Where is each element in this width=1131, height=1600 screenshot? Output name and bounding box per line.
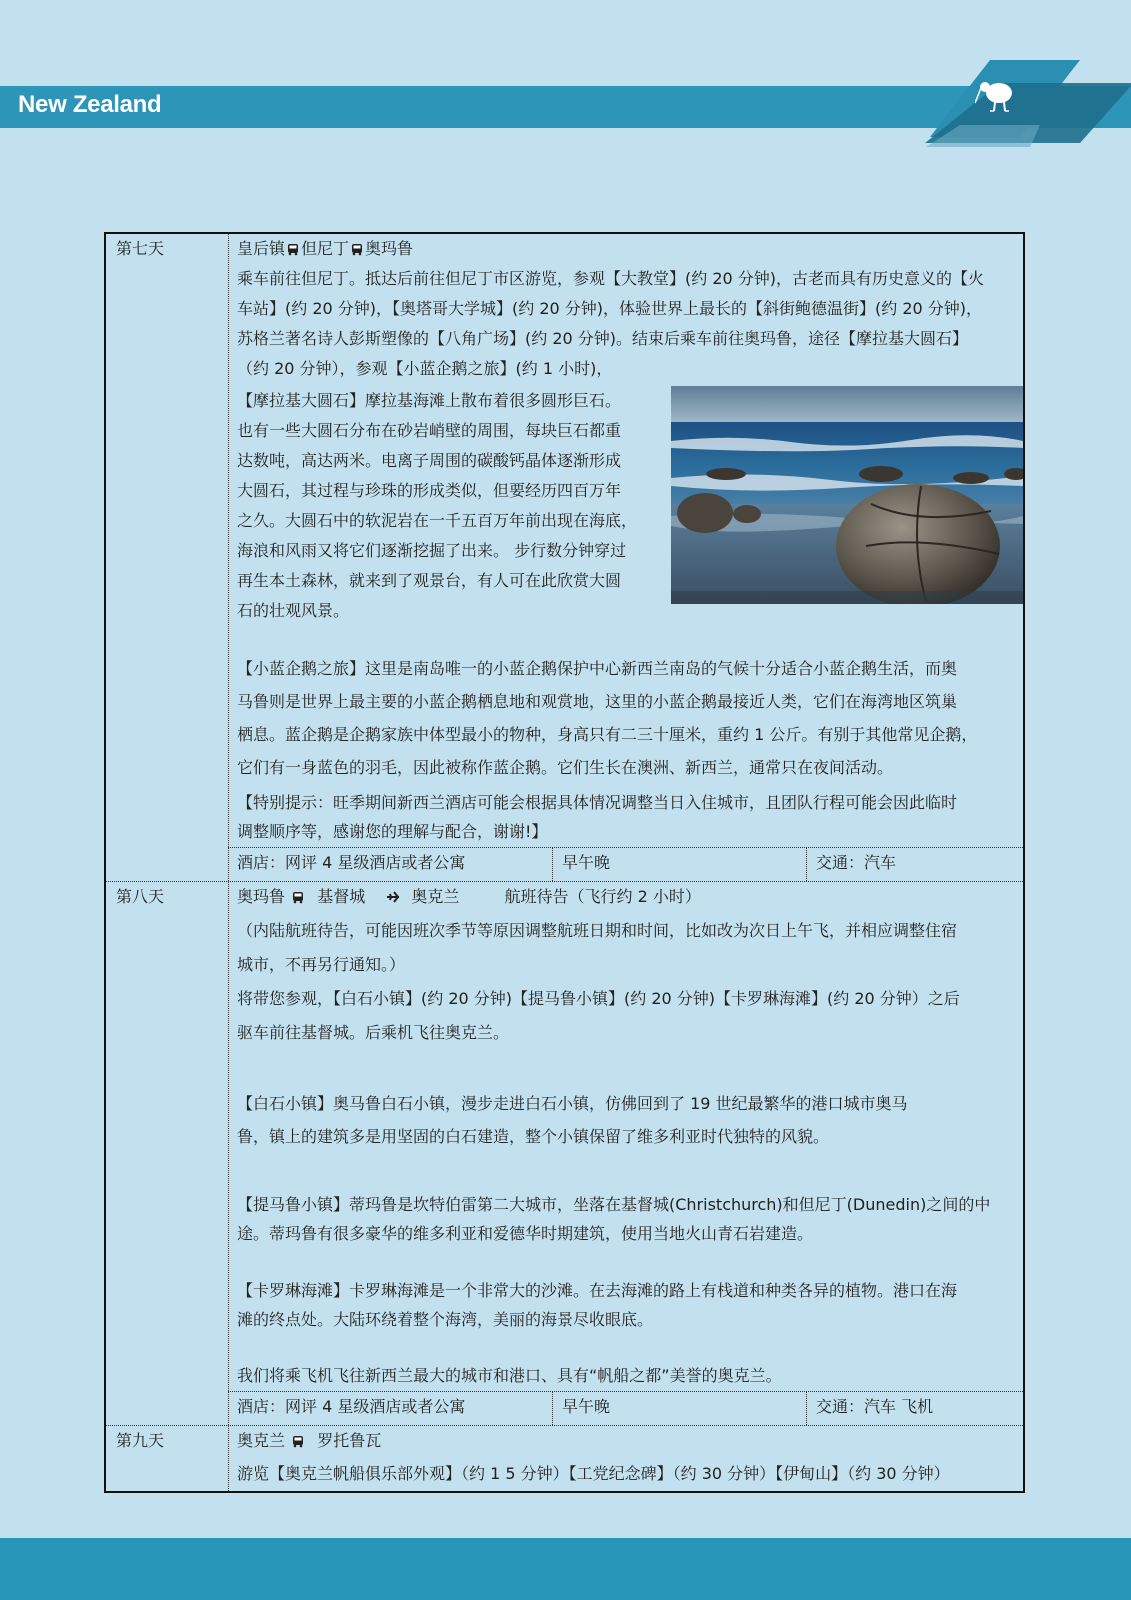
text-line: 达数吨，高达两米。电离子周围的碳酸钙晶体逐渐形成 bbox=[237, 451, 622, 470]
moeraki-boulders-photo bbox=[671, 386, 1023, 604]
text-line: 石的壮观风景。 bbox=[237, 601, 350, 620]
day-9-route bbox=[237, 1426, 381, 1456]
text-line: 【小蓝企鹅之旅】这里是南岛唯一的小蓝企鹅保护中心新西兰南岛的气候十分适合小蓝企鹅生活，而奥 bbox=[237, 659, 958, 678]
day-7-transport: 交通：汽车 bbox=[816, 853, 897, 872]
cell-divider bbox=[552, 1391, 553, 1425]
text-line: 乘车前往但尼丁。抵达后前往但尼丁市区游览，参观【大教堂】(约 20 分钟)，古老而具有历史意义的【火 bbox=[237, 269, 985, 288]
route-stop: 基督城 bbox=[317, 887, 366, 906]
text-line: 【卡罗琳海滩】卡罗琳海滩是一个非常大的沙滩。在去海滩的路上有栈道和种类各异的植物。港口在海 bbox=[237, 1281, 958, 1300]
text-line: 海浪和风雨又将它们逐渐挖掘了出来。 步行数分钟穿过 bbox=[237, 541, 627, 560]
text-line: 游览【奥克兰帆船俱乐部外观】（约 1 5 分钟）【工党纪念碑】（约 30 分钟）【伊甸山】（约 30 分钟） bbox=[237, 1464, 950, 1483]
text-line: 驱车前往基督城。后乘机飞往奥克兰。 bbox=[237, 1023, 510, 1042]
text-line: 鲁，镇上的建筑多是用坚固的白石建造，整个小镇保留了维多利亚时代独特的风貌。 bbox=[237, 1127, 830, 1146]
itinerary-table bbox=[104, 232, 1025, 1493]
kiwi-icon bbox=[975, 75, 1025, 115]
day-8-route bbox=[237, 882, 701, 912]
text-line: 城市，不再另行通知。） bbox=[237, 955, 406, 974]
cell-divider bbox=[552, 847, 553, 881]
bus-icon bbox=[292, 1435, 304, 1448]
plane-icon bbox=[386, 890, 400, 904]
text-line: 【特别提示：旺季期间新西兰酒店可能会根据具体情况调整当日入住城市，且团队行程可能会因此临时 bbox=[237, 793, 958, 812]
day-8-hotel: 酒店：网评 4 星级酒店或者公寓 bbox=[237, 1397, 466, 1416]
day-7-route bbox=[237, 234, 413, 264]
day-8-transport: 交通：汽车 飞机 bbox=[816, 1397, 934, 1416]
flight-note: 航班待告（飞行约 2 小时） bbox=[504, 887, 701, 906]
column-divider bbox=[228, 234, 229, 1491]
text-line: 【白石小镇】奥马鲁白石小镇，漫步走进白石小镇，仿佛回到了 19 世纪最繁华的港口城市奥马 bbox=[237, 1094, 908, 1113]
text-line: （约 20 分钟），参观【小蓝企鹅之旅】(约 1 小时)， bbox=[237, 359, 613, 378]
route-stop: 皇后镇 bbox=[237, 239, 286, 258]
day-8-meals: 早午晚 bbox=[562, 1397, 611, 1416]
cell-divider bbox=[806, 1391, 807, 1425]
footer-band bbox=[0, 1538, 1131, 1600]
route-stop: 罗托鲁瓦 bbox=[317, 1431, 382, 1450]
text-line: 它们有一身蓝色的羽毛，因此被称作蓝企鹅。它们生长在澳洲、新西兰，通常只在夜间活动。 bbox=[237, 758, 894, 777]
header-title: New Zealand bbox=[18, 91, 162, 118]
bus-icon bbox=[287, 243, 299, 256]
text-line: 也有一些大圆石分布在砂岩峭壁的周围，每块巨石都重 bbox=[237, 421, 622, 440]
day-8-label: 第八天 bbox=[116, 887, 165, 906]
bus-icon bbox=[292, 891, 304, 904]
text-line: 车站】(约 20 分钟)，【奥塔哥大学城】(约 20 分钟)，体验世界上最长的【斜街鲍德温街】(约 20 分钟)， bbox=[237, 299, 983, 318]
day-7-meals: 早午晚 bbox=[562, 853, 611, 872]
route-stop: 奥克兰 bbox=[411, 887, 460, 906]
day-9-label: 第九天 bbox=[116, 1431, 165, 1450]
text-line: 大圆石，其过程与珍珠的形成类似，但要经历四百万年 bbox=[237, 481, 622, 500]
text-line: 栖息。蓝企鹅是企鹅家族中体型最小的物种，身高只有二三十厘米，重约 1 公斤。有别于其他常见企鹅， bbox=[237, 725, 978, 744]
text-line: 滩的终点处。大陆环绕着整个海湾，美丽的海景尽收眼底。 bbox=[237, 1310, 654, 1329]
cell-divider bbox=[806, 847, 807, 881]
route-stop: 奥克兰 bbox=[237, 1431, 286, 1450]
text-line: 【摩拉基大圆石】摩拉基海滩上散布着很多圆形巨石。 bbox=[237, 391, 622, 410]
header-decoration bbox=[0, 55, 1131, 155]
text-line: 【提马鲁小镇】蒂玛鲁是坎特伯雷第二大城市，坐落在基督城(Christchurch)和但尼丁(Dunedin)之间的中 bbox=[237, 1195, 991, 1214]
day-7-label: 第七天 bbox=[116, 239, 165, 258]
route-stop: 但尼丁 bbox=[301, 239, 350, 258]
text-line: （内陆航班待告，可能因班次季节等原因调整航班日期和时间，比如改为次日上午飞，并相应调整住宿 bbox=[237, 921, 958, 940]
route-stop: 奥玛鲁 bbox=[237, 887, 286, 906]
text-line: 调整顺序等，感谢您的理解与配合，谢谢!】 bbox=[237, 822, 548, 841]
bus-icon bbox=[351, 243, 363, 256]
text-line: 我们将乘飞机飞往新西兰最大的城市和港口、具有“帆船之都”美誉的奥克兰。 bbox=[237, 1366, 782, 1385]
route-stop: 奥玛鲁 bbox=[365, 239, 414, 258]
day-7-hotel: 酒店：网评 4 星级酒店或者公寓 bbox=[237, 853, 466, 872]
text-line: 将带您参观，【白石小镇】(约 20 分钟)【提马鲁小镇】(约 20 分钟)【卡罗琳海滩】(约 20 分钟）之后 bbox=[237, 989, 960, 1008]
text-line: 马鲁则是世界上最主要的小蓝企鹅栖息地和观赏地，这里的小蓝企鹅最接近人类，它们在海湾地区筑巢 bbox=[237, 692, 958, 711]
text-line: 途。蒂玛鲁有很多豪华的维多利亚和爱德华时期建筑，使用当地火山青石岩建造。 bbox=[237, 1224, 814, 1243]
text-line: 再生本土森林，就来到了观景台，有人可在此欣赏大圆 bbox=[237, 571, 622, 590]
text-line: 苏格兰著名诗人彭斯塑像的【八角广场】(约 20 分钟)。结束后乘车前往奥玛鲁，途径【摩拉基大圆石】 bbox=[237, 329, 969, 348]
text-line: 之久。大圆石中的软泥岩在一千五百万年前出现在海底， bbox=[237, 511, 638, 530]
